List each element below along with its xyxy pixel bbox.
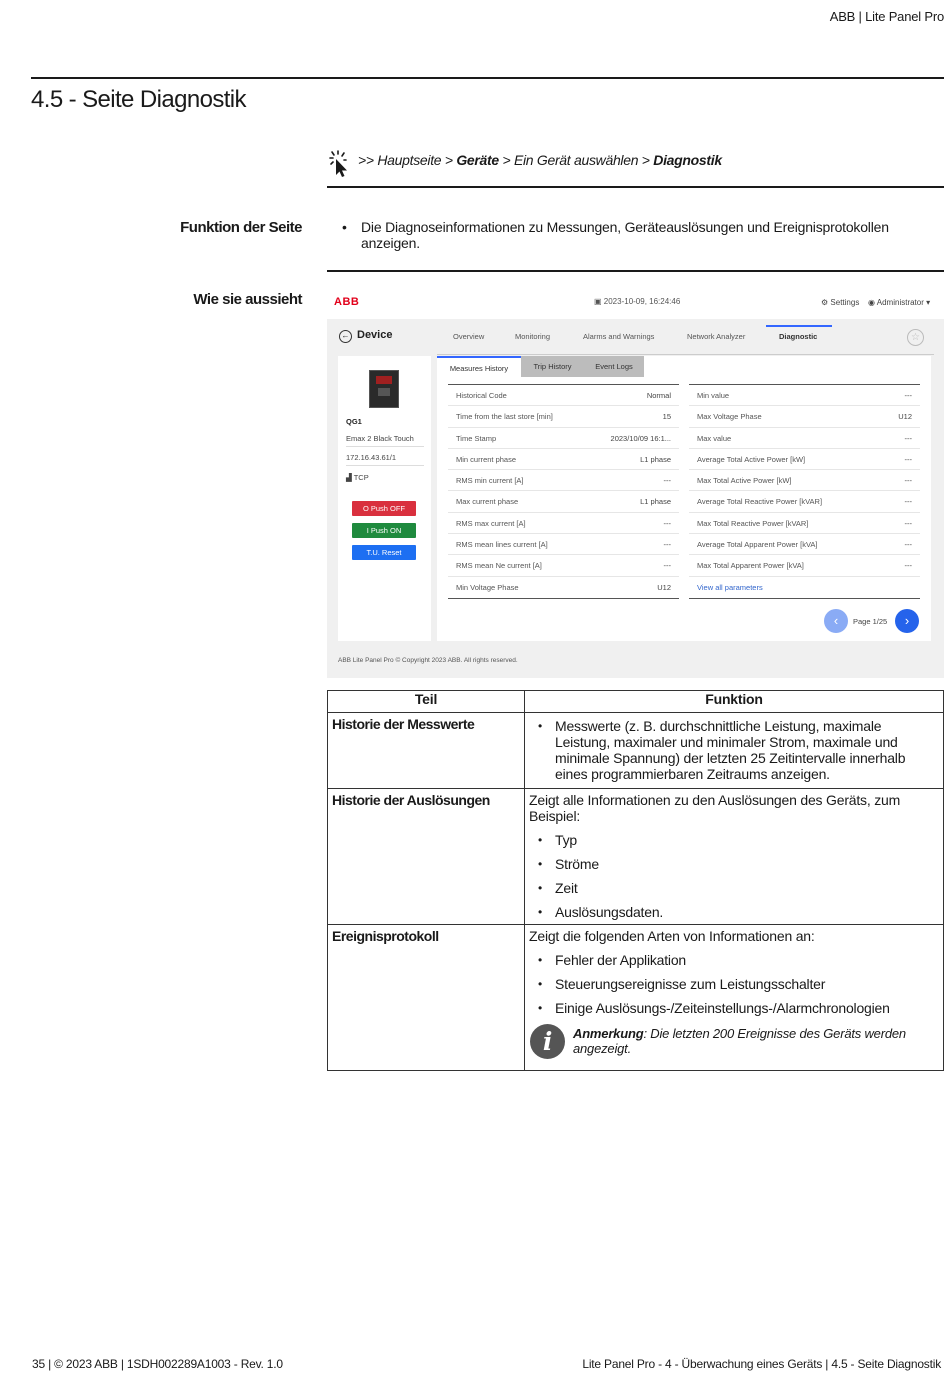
param-label: Max value — [697, 433, 732, 443]
param-value: 15 — [662, 412, 671, 422]
table-row — [448, 449, 679, 470]
table-row — [689, 406, 920, 427]
param-value: 2023/10/09 16:1... — [610, 433, 671, 443]
part-function — [525, 925, 944, 1071]
param-value: --- — [904, 476, 912, 486]
param-label: Min Voltage Phase — [456, 582, 519, 592]
prev-page-button[interactable]: ‹ — [824, 609, 848, 633]
table-row — [689, 555, 920, 576]
calendar-icon: ▣ — [594, 297, 604, 306]
param-value: --- — [904, 497, 912, 507]
tab-diagnostic[interactable]: Diagnostic — [779, 332, 818, 341]
list-item: • Zeit — [529, 880, 939, 896]
table-row — [689, 577, 920, 598]
diagnostic-screenshot — [327, 285, 944, 678]
device-header[interactable] — [339, 329, 392, 343]
looks-label: Wie sie aussieht — [193, 291, 302, 308]
param-label: Time Stamp — [456, 433, 497, 443]
note-label: Anmerkung — [573, 1026, 644, 1041]
header-funktion: Funktion — [525, 691, 944, 713]
nav-item-geraete: Geräte — [456, 152, 499, 168]
nav-item-diagnostik: Diagnostik — [653, 152, 722, 168]
click-cursor-icon — [327, 150, 351, 178]
datetime — [594, 297, 680, 306]
subtab-event-logs[interactable]: Event Logs — [584, 356, 644, 377]
footer-left: 35 | © 2023 ABB | 1SDH002289A1003 - Rev. 1.0 — [32, 1357, 283, 1371]
param-value: --- — [663, 540, 671, 550]
param-value: U12 — [657, 582, 671, 592]
param-label: Max Total Active Power [kW] — [697, 476, 792, 486]
info-icon: i — [530, 1024, 565, 1059]
param-label: Min current phase — [456, 454, 517, 464]
favorite-star-icon[interactable]: ☆ — [907, 329, 924, 346]
table-row — [448, 470, 679, 491]
tab-network-analyzer[interactable]: Network Analyzer — [687, 332, 746, 341]
table-row — [328, 789, 944, 925]
param-value: --- — [663, 476, 671, 486]
app-copyright: ABB Lite Panel Pro © Copyright 2023 ABB. All rights reserved. — [338, 657, 518, 664]
table-row — [328, 713, 944, 789]
param-label: RMS max current [A] — [456, 518, 526, 528]
table-row — [689, 449, 920, 470]
param-label: Max Voltage Phase — [697, 412, 762, 422]
datetime-text: 2023-10-09, 16:24:46 — [603, 297, 681, 306]
table-row — [448, 555, 679, 576]
param-value: --- — [904, 391, 912, 400]
param-value: --- — [663, 518, 671, 528]
tab-divider — [437, 354, 934, 355]
title-rule — [31, 77, 944, 79]
tab-monitoring[interactable]: Monitoring — [515, 332, 551, 341]
function-intro: Zeigt alle Informationen zu den Auslösungen des Geräts, zum Beispiel: — [529, 792, 901, 824]
param-label: RMS mean lines current [A] — [456, 540, 548, 550]
protocol-text: TCP — [353, 473, 369, 482]
function-label: Funktion der Seite — [180, 219, 302, 236]
measures-table-right — [689, 384, 920, 599]
table-row — [328, 925, 944, 1071]
user-icon: ◉ — [868, 298, 877, 307]
push-off-button[interactable]: O Push OFF — [352, 501, 416, 516]
user-label: Administrator — [876, 298, 924, 307]
list-item: • Auslösungsdaten. — [529, 904, 939, 920]
param-label: Max Total Apparent Power [kVA] — [697, 561, 804, 571]
param-value: --- — [904, 454, 912, 464]
page-title: 4.5 - Seite Diagnostik — [31, 86, 246, 113]
param-value: --- — [904, 433, 912, 443]
measures-table-left — [448, 384, 679, 599]
param-label: Max Total Reactive Power [kVAR] — [697, 518, 809, 528]
function-intro: Zeigt die folgenden Arten von Informationen an: — [529, 928, 815, 944]
part-function — [525, 713, 944, 789]
param-label: Time from the last store [min] — [456, 412, 553, 422]
table-row — [448, 406, 679, 427]
part-name: Historie der Auslösungen — [328, 789, 525, 925]
nav-sep: > Ein Gerät auswählen > — [498, 152, 654, 168]
table-row — [448, 534, 679, 555]
param-value: --- — [904, 561, 912, 571]
table-row — [689, 513, 920, 534]
part-function — [525, 789, 944, 925]
param-label: RMS min current [A] — [456, 476, 524, 486]
param-value: Normal — [646, 391, 671, 400]
param-label: RMS mean Ne current [A] — [456, 561, 542, 571]
device-title: Device — [357, 329, 393, 341]
param-value: L1 phase — [640, 497, 671, 507]
device-ip: 172.16.43.61/1 — [346, 453, 424, 466]
page-indicator: Page 1/25 — [853, 617, 888, 626]
table-row — [689, 491, 920, 512]
next-page-button[interactable]: › — [895, 609, 919, 633]
list-item: • Typ — [529, 832, 939, 848]
param-value: U12 — [898, 412, 912, 422]
push-on-button[interactable]: I Push ON — [352, 523, 416, 538]
table-row — [689, 534, 920, 555]
table-row — [689, 385, 920, 406]
part-name: Ereignisprotokoll — [328, 925, 525, 1071]
device-protocol — [346, 473, 369, 482]
note-text: : Die letzten 200 Ereignisse des Geräts werden angezeigt. — [573, 1026, 906, 1056]
param-label: Min value — [697, 391, 730, 400]
user-menu[interactable] — [868, 298, 930, 307]
subtab-measures-history[interactable]: Measures History — [437, 356, 521, 377]
param-label: Max current phase — [456, 497, 519, 507]
header-brand: ABB | Lite Panel Pro — [829, 9, 944, 24]
active-tab-indicator — [766, 325, 832, 327]
function-description: Die Diagnoseinformationen zu Messungen, Geräteauslösungen und Ereignisprotokollen anzeigen. — [361, 219, 889, 251]
diagnostic-card — [437, 356, 931, 641]
section-rule — [327, 270, 944, 272]
back-arrow-icon[interactable]: ← — [339, 330, 352, 343]
table-row — [448, 513, 679, 534]
device-model: Emax 2 Black Touch — [346, 434, 424, 447]
chevron-down-icon: ▾ — [923, 298, 931, 307]
table-row — [448, 385, 679, 406]
network-icon: ▟ — [346, 473, 354, 482]
param-value: --- — [904, 540, 912, 550]
list-item: • Messwerte (z. B. durchschnittliche Leistung, maximale Leistung, maximaler und minimaler Strom, maximale und minimale Spannung) der letzten 25 Zeitintervalle innerhalb eines programmierbaren Zeitraums anzeigen. — [529, 718, 939, 782]
table-header-row — [328, 691, 944, 713]
view-all-parameters-link[interactable]: View all parameters — [697, 582, 763, 592]
table-row — [689, 428, 920, 449]
tab-alarms[interactable]: Alarms and Warnings — [583, 332, 655, 341]
device-card — [338, 356, 431, 641]
settings-label: Settings — [830, 298, 860, 307]
tu-reset-button[interactable]: T.U. Reset — [352, 545, 416, 560]
list-item: • Ströme — [529, 856, 939, 872]
device-image — [369, 370, 399, 408]
table-row — [448, 577, 679, 598]
app-topbar — [327, 285, 944, 319]
footer-right: Lite Panel Pro - 4 - Überwachung eines Geräts | 4.5 - Seite Diagnostik — [582, 1357, 941, 1371]
list-item: • Steuerungsereignisse zum Leistungsschalter — [529, 976, 939, 992]
navigation-path-row — [327, 150, 944, 188]
param-label: Historical Code — [456, 391, 507, 400]
settings-link[interactable] — [821, 298, 859, 307]
table-row — [448, 428, 679, 449]
table-row — [448, 491, 679, 512]
part-name: Historie der Messwerte — [328, 713, 525, 789]
param-label: Average Total Reactive Power [kVAR] — [697, 497, 823, 507]
list-item: • Einige Auslösungs-/Zeiteinstellungs-/Alarmchronologien — [529, 1000, 939, 1016]
list-item: • Fehler der Applikation — [529, 952, 939, 968]
header-teil: Teil — [328, 691, 525, 713]
abb-logo: ABB — [334, 296, 360, 308]
param-value: --- — [663, 561, 671, 571]
nav-prefix: >> Hauptseite > — [358, 152, 457, 168]
function-text — [342, 219, 912, 251]
table-row — [689, 470, 920, 491]
param-label: Average Total Apparent Power [kVA] — [697, 540, 818, 550]
note — [529, 1026, 939, 1062]
navigation-path — [358, 152, 722, 168]
param-value: L1 phase — [640, 454, 671, 464]
param-label: Average Total Active Power [kW] — [697, 454, 806, 464]
tab-overview[interactable]: Overview — [453, 332, 485, 341]
bullet: • — [342, 219, 347, 235]
param-value: --- — [904, 518, 912, 528]
subtab-trip-history[interactable]: Trip History — [521, 356, 584, 377]
gear-icon: ⚙ — [821, 298, 831, 307]
device-name: QG1 — [346, 417, 362, 426]
parts-table — [327, 690, 944, 1071]
